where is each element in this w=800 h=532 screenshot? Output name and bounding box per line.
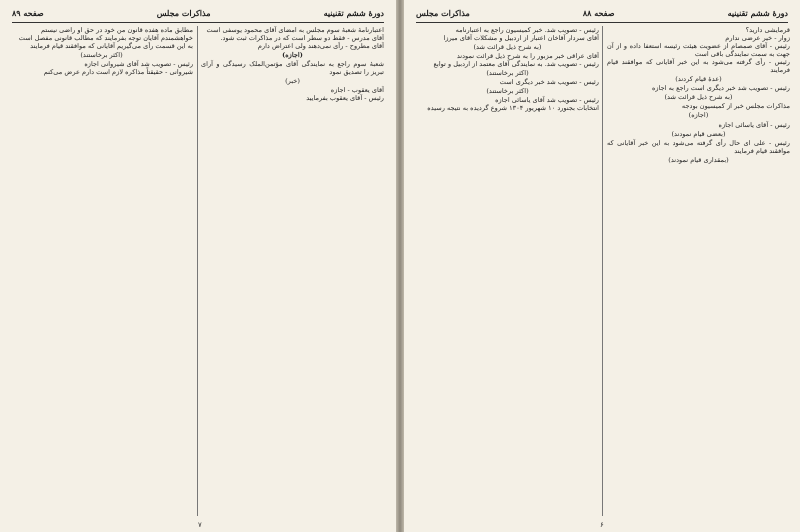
right-header-page-number: صفحه ۸۸	[582, 8, 615, 18]
paragraph: رئیس - تصویب شد آقای شیروانی اجازه	[84, 60, 193, 69]
paragraph: آقای مطروح - رأی نمی‌دهند ولی اعتراض دارم	[257, 42, 384, 51]
right-page-left-column	[416, 26, 599, 516]
paragraph: رئیس - آقای صمصام از عضویت هیئت رئیسه استعفا داده و از آن جهت به سمت نمایندگی باقی است	[607, 42, 790, 59]
paragraph: مطابق ماده هفده قانون من خود در حق او راضی نیستم	[40, 26, 193, 34]
stage-direction: (به شرح ذیل قرائت شد)	[664, 93, 733, 102]
stage-direction: (خبر)	[285, 77, 300, 86]
left-header-page-number: صفحه ۸۹	[12, 8, 44, 18]
right-page-column-divider	[602, 26, 603, 516]
stage-direction: (اکثر برخاستند)	[80, 51, 123, 60]
paragraph: آقای مدرس - فقط دو سطر است که در مذاکرات ثبت شود.	[220, 34, 384, 43]
paragraph: رئیس - تصویب شد آقای یاسائی اجازه	[495, 96, 599, 105]
paragraph: شیروانی - حقیقتاً مذاکره لازم است دارم عرض می‌کنم	[43, 68, 193, 77]
paragraph: قرمایشی دارید؟	[745, 26, 790, 34]
paragraph: رئیس - آقای یاسائی اجازه	[718, 120, 790, 129]
paragraph: انتخابات بجنورد ۱۰ شهریور ۱۳۰۴ شروع گردیده به نتیجه رسیده	[427, 104, 599, 113]
paragraph: مذاکرات مجلس خبر از کمیسیون بودجه	[681, 102, 790, 111]
paragraph: آقای عراقی خبر مزبور را به شرح ذیل قرائت نمودند	[456, 52, 599, 61]
right-page	[404, 0, 800, 532]
paragraph: آقای سردار آقاخان اعتبار از اردبیل و مشکلات آقای میرزا	[443, 34, 599, 43]
right-header-title: مذاکرات مجلس	[416, 8, 470, 18]
left-page	[0, 0, 396, 532]
stage-direction: (بعضی قیام نمودند)	[671, 129, 726, 138]
stage-direction: (اکثر برخاستند)	[486, 69, 529, 78]
paragraph: شعبهٔ سوم راجع به نمایندگی آقای مؤتمن‌الملک رسیدگی و آرای تبریز را تصدیق نمود	[201, 60, 384, 77]
stage-direction: (اکثر برخاستند)	[486, 87, 529, 96]
stage-direction: (عدهٔ قیام کردند)	[675, 75, 722, 84]
left-header-session: دورهٔ ششم تقنینیه	[323, 8, 384, 18]
paragraph: اعتبارنامهٔ شعبهٔ سوم مجلس به امضای آقای محمود یوسفی است	[206, 26, 384, 34]
paragraph: خواهشمندم آقایان توجه بفرمایند که مطالب قانونی مفصل است	[18, 34, 193, 43]
left-page-header	[12, 6, 384, 20]
left-page-column-divider	[197, 26, 198, 516]
stage-direction: (به شرح ذیل قرائت شد)	[473, 43, 542, 52]
right-header-session: دورهٔ ششم تقنینیه	[727, 8, 788, 18]
left-page-folio: ۷	[198, 521, 202, 529]
right-header-rule	[416, 22, 788, 23]
left-header-title: مذاکرات مجلس	[156, 8, 211, 18]
book-gutter	[396, 0, 404, 532]
paragraph: رئیس - تصویب شد. به نمایندگی آقای معتمد از اردبیل و توابع	[433, 60, 599, 69]
stage-direction: (اجازه)	[688, 111, 709, 120]
paragraph: آقای یعقوب - اجازه	[330, 86, 384, 95]
right-page-right-column	[607, 26, 790, 516]
paragraph: به این قسمت رأی می‌گیریم آقایانی که موافقند قیام فرمایند	[30, 42, 193, 51]
left-page-right-column	[201, 26, 384, 516]
paragraph: رئیس - تصویب شد خبر دیگری است	[499, 78, 599, 87]
right-page-header	[416, 6, 788, 20]
paragraph: رئیس - علی ای حال رأی گرفته می‌شود به این خبر آقایانی که موافقند قیام فرمایند	[607, 138, 790, 155]
stage-direction: (اجازه)	[282, 51, 303, 60]
stage-direction: (بمقداری قیام نمودند)	[668, 155, 729, 164]
paragraph: رئیس - رأی گرفته می‌شود به این خبر آقایانی که موافقند قیام فرمایند	[607, 58, 790, 75]
paragraph: رئیس - آقای یعقوب بفرمایید	[306, 94, 384, 103]
right-page-folio: ۶	[600, 521, 604, 529]
paragraph: رئیس - تصویب شد خبر دیگری است راجع به اجازه	[651, 84, 790, 93]
paragraph: رئیس - تصویب شد. خبر کمیسیون راجع به اعتبارنامه	[455, 26, 599, 34]
left-header-rule	[12, 22, 384, 23]
left-page-left-column	[10, 26, 193, 516]
paragraph: زوار - خیر عرضی ندارم	[725, 34, 790, 43]
